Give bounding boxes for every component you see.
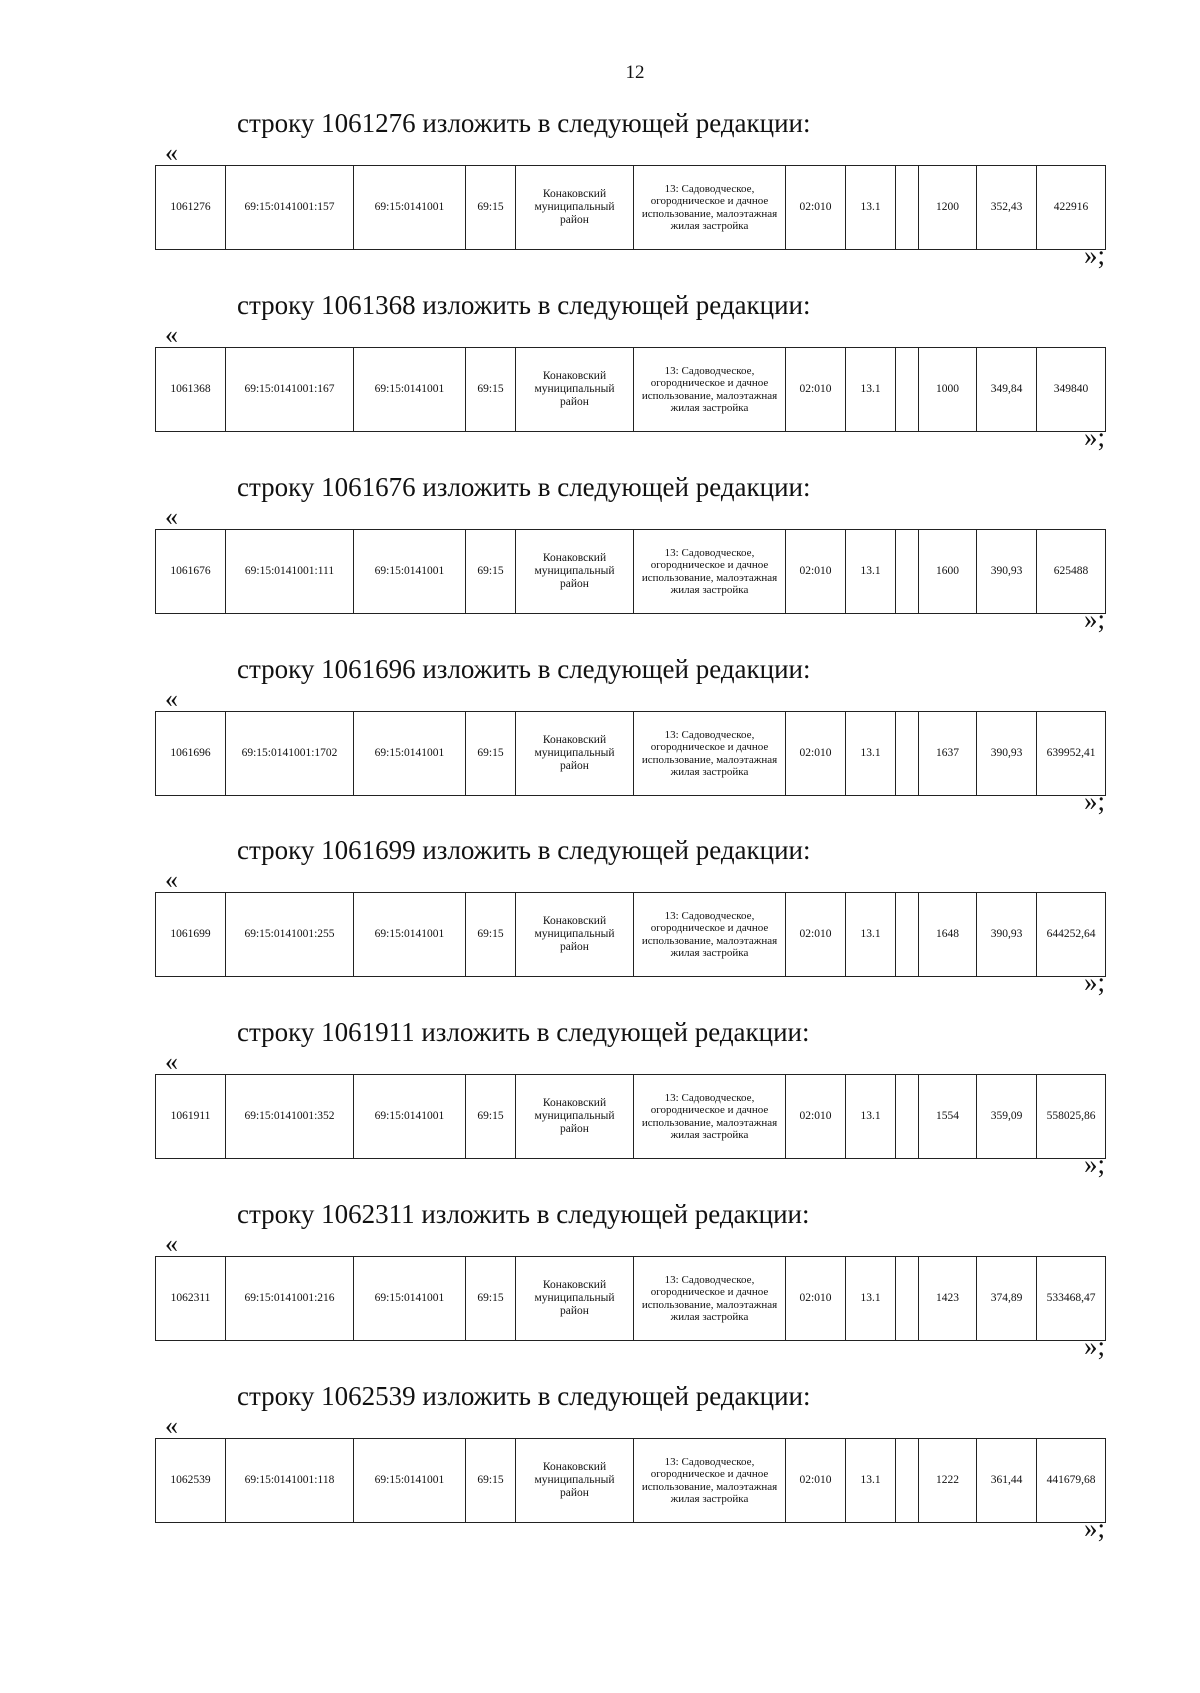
cadastral-quarter-cell: 69:15:0141001 bbox=[354, 1257, 466, 1341]
amendment-table bbox=[155, 1256, 1106, 1341]
amendment-table bbox=[155, 711, 1106, 796]
code-cell: 02:010 bbox=[786, 893, 846, 977]
cadastral-value-cell: 558025,86 bbox=[1037, 1075, 1106, 1159]
cadastral-district-cell: 69:15 bbox=[466, 348, 516, 432]
land-use-cell: 13: Садоводческое, огородническое и дачное использование, малоэтажная жилая застройка bbox=[634, 1439, 786, 1523]
opening-quote: « bbox=[165, 684, 178, 713]
closing-quote: »; bbox=[1083, 240, 1105, 270]
cadastral-number-cell: 69:15:0141001:111 bbox=[226, 530, 354, 614]
cadastral-number-cell: 69:15:0141001:118 bbox=[226, 1439, 354, 1523]
cadastral-district-cell: 69:15 bbox=[466, 893, 516, 977]
cadastral-district-cell: 69:15 bbox=[466, 530, 516, 614]
cadastral-quarter-cell: 69:15:0141001 bbox=[354, 893, 466, 977]
table-row bbox=[156, 712, 1106, 796]
cadastral-district-cell: 69:15 bbox=[466, 712, 516, 796]
specific-value-cell: 390,93 bbox=[977, 530, 1037, 614]
group-cell: 13.1 bbox=[846, 166, 896, 250]
code-cell: 02:010 bbox=[786, 1257, 846, 1341]
cadastral-district-cell: 69:15 bbox=[466, 166, 516, 250]
cadastral-value-cell: 441679,68 bbox=[1037, 1439, 1106, 1523]
land-use-cell: 13: Садоводческое, огородническое и дачное использование, малоэтажная жилая застройка bbox=[634, 166, 786, 250]
amendment-heading: строку 1062539 изложить в следующей редакции: bbox=[237, 1381, 811, 1411]
cadastral-number-cell: 69:15:0141001:1702 bbox=[226, 712, 354, 796]
code-cell: 02:010 bbox=[786, 1075, 846, 1159]
table-row bbox=[156, 166, 1106, 250]
table-row bbox=[156, 893, 1106, 977]
opening-quote: « bbox=[165, 1229, 178, 1258]
land-use-cell: 13: Садоводческое, огородническое и дачное использование, малоэтажная жилая застройка bbox=[634, 1257, 786, 1341]
cadastral-quarter-cell: 69:15:0141001 bbox=[354, 166, 466, 250]
area-cell: 1222 bbox=[919, 1439, 977, 1523]
table-row bbox=[156, 1075, 1106, 1159]
closing-quote: »; bbox=[1083, 422, 1105, 452]
land-use-cell: 13: Садоводческое, огородническое и дачное использование, малоэтажная жилая застройка bbox=[634, 530, 786, 614]
amendment-table bbox=[155, 892, 1106, 977]
municipality-cell: Конаковский муниципальный район bbox=[516, 348, 634, 432]
specific-value-cell: 361,44 bbox=[977, 1439, 1037, 1523]
amendment-block bbox=[155, 1381, 1105, 1546]
area-cell: 1000 bbox=[919, 348, 977, 432]
amendment-block bbox=[155, 835, 1105, 1000]
closing-quote: »; bbox=[1083, 604, 1105, 634]
group-cell: 13.1 bbox=[846, 1439, 896, 1523]
amendment-block bbox=[155, 290, 1105, 455]
amendment-table bbox=[155, 1074, 1106, 1159]
empty-cell bbox=[896, 1257, 919, 1341]
municipality-cell: Конаковский муниципальный район bbox=[516, 712, 634, 796]
amendment-block bbox=[155, 108, 1105, 273]
closing-quote: »; bbox=[1083, 786, 1105, 816]
code-cell: 02:010 bbox=[786, 348, 846, 432]
cadastral-quarter-cell: 69:15:0141001 bbox=[354, 712, 466, 796]
empty-cell bbox=[896, 1075, 919, 1159]
opening-quote: « bbox=[165, 502, 178, 531]
amendment-block bbox=[155, 472, 1105, 637]
table-row bbox=[156, 1257, 1106, 1341]
row-code-cell: 1061911 bbox=[156, 1075, 226, 1159]
code-cell: 02:010 bbox=[786, 712, 846, 796]
row-code-cell: 1061368 bbox=[156, 348, 226, 432]
row-code-cell: 1061276 bbox=[156, 166, 226, 250]
code-cell: 02:010 bbox=[786, 166, 846, 250]
empty-cell bbox=[896, 530, 919, 614]
closing-quote: »; bbox=[1083, 1149, 1105, 1179]
opening-quote: « bbox=[165, 1047, 178, 1076]
cadastral-district-cell: 69:15 bbox=[466, 1257, 516, 1341]
row-code-cell: 1061699 bbox=[156, 893, 226, 977]
cadastral-quarter-cell: 69:15:0141001 bbox=[354, 348, 466, 432]
table-row bbox=[156, 530, 1106, 614]
area-cell: 1423 bbox=[919, 1257, 977, 1341]
amendment-heading: строку 1061676 изложить в следующей редакции: bbox=[237, 472, 811, 502]
group-cell: 13.1 bbox=[846, 1075, 896, 1159]
cadastral-value-cell: 422916 bbox=[1037, 166, 1106, 250]
area-cell: 1637 bbox=[919, 712, 977, 796]
specific-value-cell: 352,43 bbox=[977, 166, 1037, 250]
amendment-block bbox=[155, 1017, 1105, 1182]
amendment-block bbox=[155, 1199, 1105, 1364]
amendment-heading: строку 1061911 изложить в следующей редакции: bbox=[237, 1017, 810, 1047]
code-cell: 02:010 bbox=[786, 530, 846, 614]
area-cell: 1554 bbox=[919, 1075, 977, 1159]
closing-quote: »; bbox=[1083, 967, 1105, 997]
cadastral-quarter-cell: 69:15:0141001 bbox=[354, 1075, 466, 1159]
group-cell: 13.1 bbox=[846, 348, 896, 432]
area-cell: 1648 bbox=[919, 893, 977, 977]
cadastral-quarter-cell: 69:15:0141001 bbox=[354, 530, 466, 614]
cadastral-quarter-cell: 69:15:0141001 bbox=[354, 1439, 466, 1523]
municipality-cell: Конаковский муниципальный район bbox=[516, 166, 634, 250]
area-cell: 1200 bbox=[919, 166, 977, 250]
opening-quote: « bbox=[165, 320, 178, 349]
empty-cell bbox=[896, 893, 919, 977]
cadastral-district-cell: 69:15 bbox=[466, 1439, 516, 1523]
specific-value-cell: 359,09 bbox=[977, 1075, 1037, 1159]
cadastral-value-cell: 349840 bbox=[1037, 348, 1106, 432]
cadastral-value-cell: 644252,64 bbox=[1037, 893, 1106, 977]
cadastral-number-cell: 69:15:0141001:255 bbox=[226, 893, 354, 977]
specific-value-cell: 390,93 bbox=[977, 712, 1037, 796]
page-number: 12 bbox=[625, 62, 645, 83]
land-use-cell: 13: Садоводческое, огородническое и дачное использование, малоэтажная жилая застройка bbox=[634, 1075, 786, 1159]
cadastral-value-cell: 639952,41 bbox=[1037, 712, 1106, 796]
group-cell: 13.1 bbox=[846, 1257, 896, 1341]
empty-cell bbox=[896, 712, 919, 796]
row-code-cell: 1061696 bbox=[156, 712, 226, 796]
row-code-cell: 1062311 bbox=[156, 1257, 226, 1341]
opening-quote: « bbox=[165, 865, 178, 894]
land-use-cell: 13: Садоводческое, огородническое и дачное использование, малоэтажная жилая застройка bbox=[634, 348, 786, 432]
amendment-block bbox=[155, 654, 1105, 819]
opening-quote: « bbox=[165, 138, 178, 167]
code-cell: 02:010 bbox=[786, 1439, 846, 1523]
municipality-cell: Конаковский муниципальный район bbox=[516, 1075, 634, 1159]
row-code-cell: 1062539 bbox=[156, 1439, 226, 1523]
table-row bbox=[156, 1439, 1106, 1523]
cadastral-district-cell: 69:15 bbox=[466, 1075, 516, 1159]
amendment-table bbox=[155, 347, 1106, 432]
municipality-cell: Конаковский муниципальный район bbox=[516, 893, 634, 977]
land-use-cell: 13: Садоводческое, огородническое и дачное использование, малоэтажная жилая застройка bbox=[634, 893, 786, 977]
amendment-heading: строку 1061696 изложить в следующей редакции: bbox=[237, 654, 811, 684]
row-code-cell: 1061676 bbox=[156, 530, 226, 614]
land-use-cell: 13: Садоводческое, огородническое и дачное использование, малоэтажная жилая застройка bbox=[634, 712, 786, 796]
cadastral-value-cell: 533468,47 bbox=[1037, 1257, 1106, 1341]
specific-value-cell: 349,84 bbox=[977, 348, 1037, 432]
cadastral-number-cell: 69:15:0141001:157 bbox=[226, 166, 354, 250]
closing-quote: »; bbox=[1083, 1513, 1105, 1543]
amendment-table bbox=[155, 165, 1106, 250]
cadastral-number-cell: 69:15:0141001:352 bbox=[226, 1075, 354, 1159]
cadastral-number-cell: 69:15:0141001:216 bbox=[226, 1257, 354, 1341]
closing-quote: »; bbox=[1083, 1331, 1105, 1361]
empty-cell bbox=[896, 1439, 919, 1523]
amendment-heading: строку 1061368 изложить в следующей редакции: bbox=[237, 290, 811, 320]
area-cell: 1600 bbox=[919, 530, 977, 614]
group-cell: 13.1 bbox=[846, 712, 896, 796]
empty-cell bbox=[896, 166, 919, 250]
municipality-cell: Конаковский муниципальный район bbox=[516, 1439, 634, 1523]
municipality-cell: Конаковский муниципальный район bbox=[516, 1257, 634, 1341]
amendment-heading: строку 1062311 изложить в следующей редакции: bbox=[237, 1199, 810, 1229]
specific-value-cell: 374,89 bbox=[977, 1257, 1037, 1341]
cadastral-number-cell: 69:15:0141001:167 bbox=[226, 348, 354, 432]
group-cell: 13.1 bbox=[846, 893, 896, 977]
amendment-heading: строку 1061699 изложить в следующей редакции: bbox=[237, 835, 811, 865]
cadastral-value-cell: 625488 bbox=[1037, 530, 1106, 614]
empty-cell bbox=[896, 348, 919, 432]
amendment-table bbox=[155, 1438, 1106, 1523]
amendment-heading: строку 1061276 изложить в следующей редакции: bbox=[237, 108, 811, 138]
specific-value-cell: 390,93 bbox=[977, 893, 1037, 977]
amendment-table bbox=[155, 529, 1106, 614]
municipality-cell: Конаковский муниципальный район bbox=[516, 530, 634, 614]
group-cell: 13.1 bbox=[846, 530, 896, 614]
opening-quote: « bbox=[165, 1411, 178, 1440]
table-row bbox=[156, 348, 1106, 432]
